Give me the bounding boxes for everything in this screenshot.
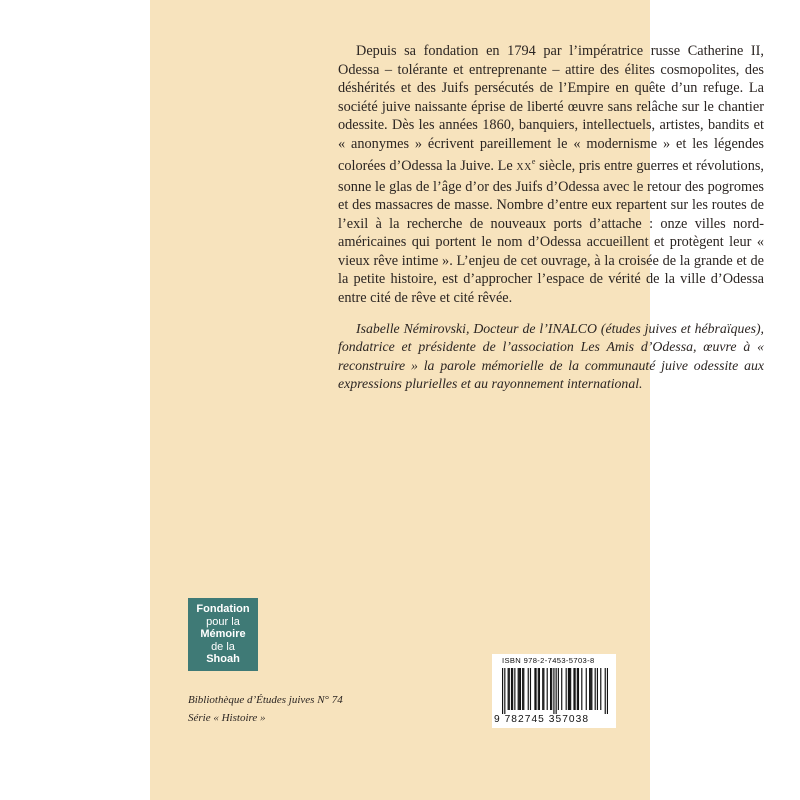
barcode-bar: [600, 668, 601, 710]
barcode-bar: [607, 668, 608, 714]
logo-line-de-la: de la: [211, 640, 235, 653]
barcode-bar: [591, 668, 592, 710]
book-blurb: Depuis sa fondation en 1794 par l’impératrice russe Catherine II, Odessa – tolérante et entreprenante – attire des élites cosmopolites, des déshérités et des Juifs persécutés de l’Empire en quête d’un refuge. La société juive naissante éprise de liberté œuvre sans relâche sur le chantier odessite. Dès les années 1860, banquiers, intellectuels, artistes, bandits et « anonymes » écrivent pareillement le « modernisme » et les légendes colorées d’Odessa la Juive. Le XXe siècle, pris entre guerres et révolutions, sonne le glas de l’âge d’or des Juifs d’Odessa avec le retour des pogromes et des massacres de masse. Nombre d’entre eux repartent sur les routes de l’exil à la recherche de nouveaux ports d’attache : onze villes nord-américaines qui portent le nom d’Odessa accueillent et protègent leur « vieux rêve intime ». L’enjeu de cet ouvrage, à la croisée de la grande et de la petite histoire, est d’approcher l’espace de vérité de la ville d’Odessa entre cité de rêve et cité rêvée.: [338, 43, 764, 306]
series-name: Série « Histoire »: [188, 711, 266, 724]
barcode-bar: [520, 668, 521, 710]
barcode-bar: [558, 668, 559, 710]
author-biography: Isabelle Némirovski, Docteur de l’INALCO (études juives et hébraïques), fondatrice et présidente de l’association Les Amis d’Odessa, œuvre à « reconstruire » la parole mémorielle de la communauté juive odessite aux expressions plurielles et au rayonnement international.: [338, 321, 764, 391]
logo-line-shoah: Shoah: [206, 653, 240, 666]
barcode-digits: 9 782745 357038: [494, 714, 590, 725]
barcode-bar: [523, 668, 524, 710]
barcode-bar: [586, 668, 587, 710]
barcode-bar: [535, 668, 536, 710]
barcode-bar: [561, 668, 562, 710]
barcode-bar: [508, 668, 509, 710]
barcode-bar: [590, 668, 591, 710]
barcode-bar: [589, 668, 590, 710]
barcode-bar: [512, 668, 513, 710]
barcode-bar: [539, 668, 540, 710]
barcode-bar: [553, 668, 554, 714]
barcode-bar: [575, 668, 576, 710]
series-collection: Bibliothèque d’Études juives N° 74: [188, 694, 343, 706]
barcode-bar: [534, 668, 535, 710]
isbn-barcode: [492, 654, 616, 728]
barcode-bar: [569, 668, 570, 710]
barcode-bar: [530, 668, 531, 710]
barcode-bar: [568, 668, 569, 710]
barcode-bar: [528, 668, 529, 710]
barcode-bar: [547, 668, 548, 710]
barcode-bar: [538, 668, 539, 710]
barcode-bar: [509, 668, 510, 710]
barcode-bar: [573, 668, 574, 710]
series-info: [188, 692, 343, 727]
barcode-bar: [502, 668, 503, 714]
barcode-bar: [522, 668, 523, 710]
fondation-memoire-shoah-logo: [188, 598, 258, 671]
barcode-bar: [581, 668, 582, 710]
logo-line-pour-la: pour la: [206, 615, 240, 628]
barcode-bar: [570, 668, 571, 710]
barcode-bar: [551, 668, 552, 710]
logo-line-fondation: Fondation: [196, 603, 250, 615]
barcode-bar: [519, 668, 520, 710]
barcode-bar: [504, 668, 505, 714]
barcode-bar: [550, 668, 551, 710]
barcode-bar: [518, 668, 519, 710]
barcode-bar: [605, 668, 606, 714]
barcode-bar: [577, 668, 578, 710]
isbn-label: ISBN 978-2-7453-5703-8: [502, 656, 595, 665]
barcode-bar: [566, 668, 567, 710]
barcode-bar: [556, 668, 557, 714]
barcode-bar: [595, 668, 596, 710]
barcode-bar: [542, 668, 543, 710]
barcode-bar: [597, 668, 598, 710]
barcode-bars: [502, 668, 608, 714]
logo-line-memoire: Mémoire: [200, 628, 246, 641]
barcode-bar: [514, 668, 515, 710]
barcode-bar: [543, 668, 544, 710]
barcode-bar: [511, 668, 512, 710]
barcode-bar: [578, 668, 579, 710]
